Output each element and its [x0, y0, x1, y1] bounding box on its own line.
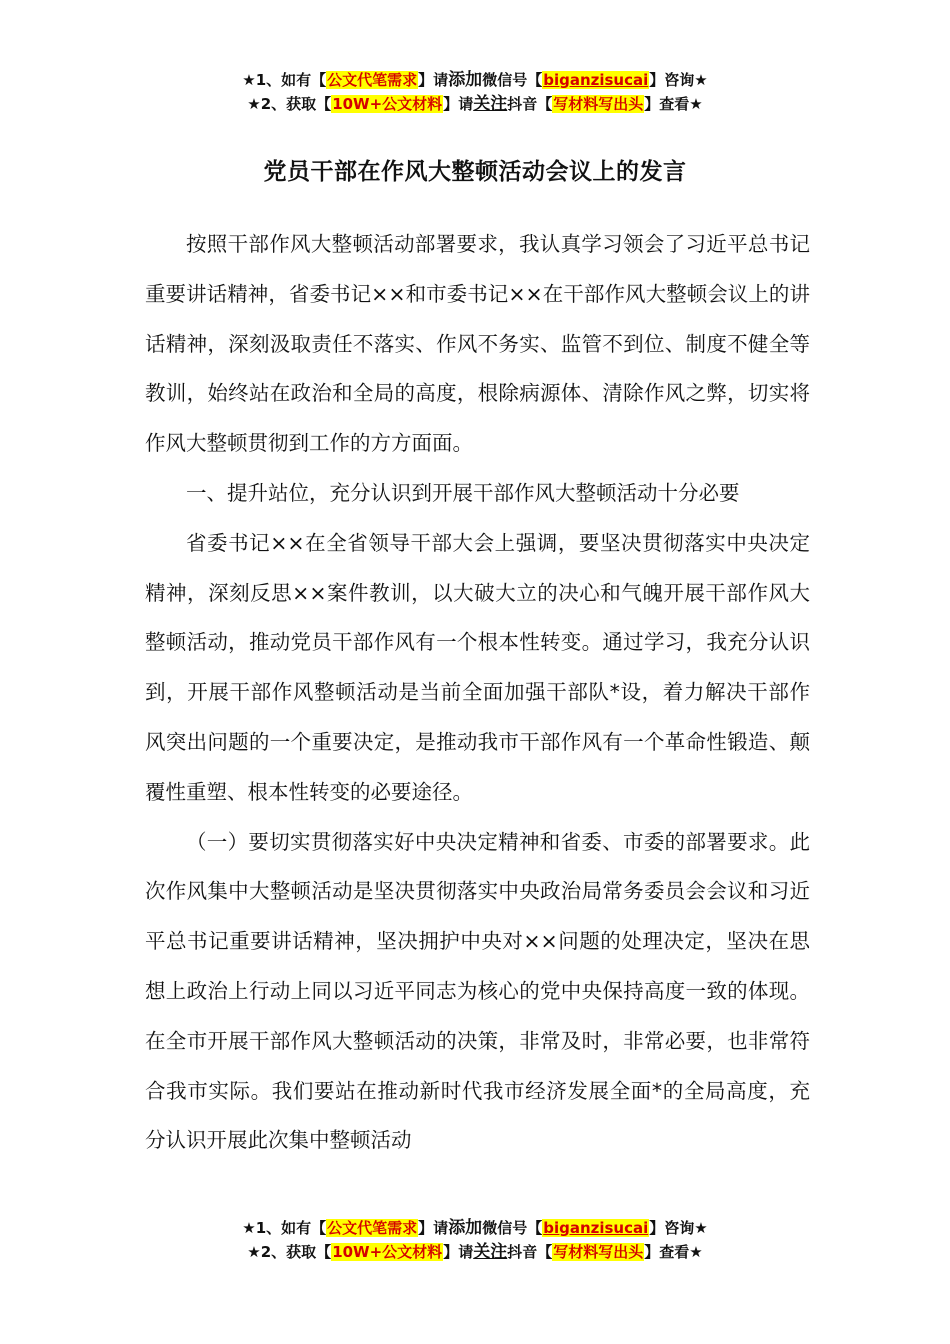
banner-text: 微信号【 [482, 71, 543, 89]
highlight-wechat-id: biganzisucai [543, 71, 649, 89]
banner-text: 微信号【 [482, 1219, 543, 1237]
banner-text: 】请 [443, 95, 474, 113]
paragraph-intro: 按照干部作风大整顿活动部署要求，我认真学习领会了习近平总书记重要讲话精神，省委书记××和市委书记××在干部作风大整顿会议上的讲话精神，深刻汲取责任不落实、作风不务实、监管不到位、制度不健全等教训，始终站在政治和全局的高度，根除病源体、清除作风之弊，切实将作风大整顿贯彻到工作的方方面面。 [145, 232, 810, 456]
highlight-materials: 10W+公文材料 [332, 95, 443, 113]
banner-text: 抖音【 [507, 1243, 553, 1261]
header-banner-line-2 [0, 92, 950, 116]
footer-banner-line-1 [0, 1216, 950, 1240]
highlight-service: 公文代笔需求 [327, 71, 418, 89]
banner-text: 抖音【 [507, 95, 553, 113]
banner-text: 】咨询★ [649, 1219, 708, 1237]
banner-emphasis: 添加 [448, 1218, 483, 1238]
banner-text: ★1、如有【 [242, 1219, 327, 1237]
banner-text: 】请 [443, 1243, 474, 1261]
banner-emphasis: 添加 [448, 70, 483, 90]
banner-text: ★1、如有【 [242, 71, 327, 89]
banner-text: 】请 [418, 71, 449, 89]
section-heading-1: 一、提升站位，充分认识到开展干部作风大整顿活动十分必要 [186, 480, 740, 505]
paragraph-section-1: 省委书记××在全省领导干部大会上强调，要坚决贯彻落实中央决定精神，深刻反思××案件教训，以大破大立的决心和气魄开展干部作风大整顿活动，推动党员干部作风有一个根本性转变。通过学习，我充分认识到，开展干部作风整顿活动是当前全面加强干部队*设，着力解决干部作风突出问题的一个重要决定，是推动我市干部作风有一个革命性锻造、颠覆性重塑、根本性转变的必要途径。 [145, 530, 810, 804]
document-title: 党员干部在作风大整顿活动会议上的发言 [263, 159, 687, 185]
banner-text: 】查看★ [644, 95, 703, 113]
banner-text: 】查看★ [644, 1243, 703, 1261]
highlight-douyin-account: 写材料写出头 [553, 1243, 644, 1261]
highlight-service: 公文代笔需求 [327, 1219, 418, 1237]
highlight-douyin-account: 写材料写出头 [553, 95, 644, 113]
banner-text: ★2、获取【 [247, 95, 332, 113]
highlight-materials: 10W+公文材料 [332, 1243, 443, 1261]
footer-banner-line-2 [0, 1240, 950, 1264]
banner-text: 】咨询★ [649, 71, 708, 89]
paragraph-subsection-1: （一）要切实贯彻落实好中央决定精神和省委、市委的部署要求。此次作风集中大整顿活动是坚决贯彻落实中央政治局常务委员会会议和习近平总书记重要讲话精神，坚决拥护中央对××问题的处理决定，坚决在思想上政治上行动上同以习近平同志为核心的党中央保持高度一致的体现。在全市开展干部作风大整顿活动的决策，非常及时，非常必要，也非常符合我市实际。我们要站在推动新时代我市经济发展全面*的全局高度，充分认识开展此次集中整顿活动 [145, 829, 810, 1153]
header-banner-line-1 [0, 68, 950, 92]
footer-banner [0, 1216, 950, 1264]
document-body [145, 220, 810, 1166]
header-banner [0, 68, 950, 116]
banner-emphasis: 关注 [473, 1242, 508, 1262]
banner-emphasis: 关注 [473, 94, 508, 114]
highlight-wechat-id: biganzisucai [543, 1219, 649, 1237]
banner-text: 】请 [418, 1219, 449, 1237]
banner-text: ★2、获取【 [247, 1243, 332, 1261]
